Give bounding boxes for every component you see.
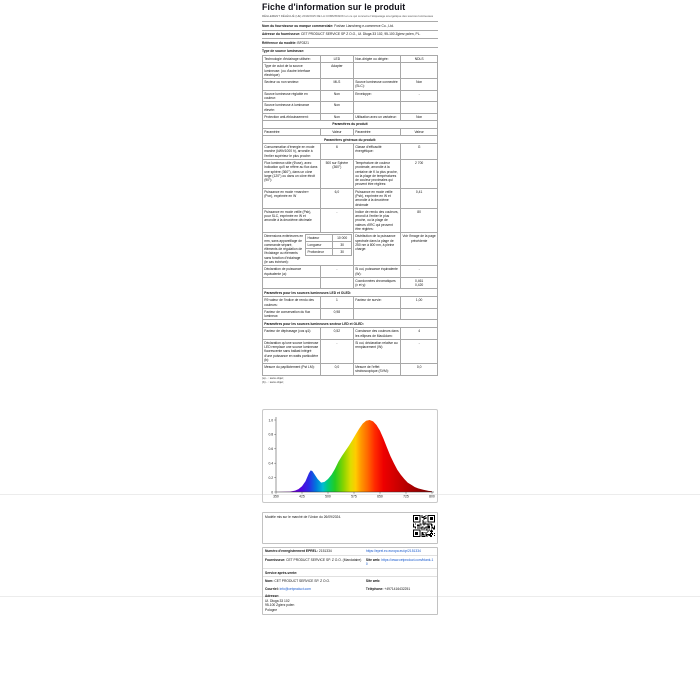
value-cell: Non [401, 79, 438, 91]
value-cell: 6,0 [320, 188, 353, 208]
website-label: Site web: [365, 557, 381, 562]
spectral-power-chart [262, 409, 438, 503]
svg-text:1.0: 1.0 [268, 418, 274, 423]
website-cell [364, 556, 437, 569]
band-general-parameters [263, 136, 438, 144]
service-website-label: Site web: [365, 579, 381, 584]
band-label: Paramètres pour les sources lumineuses secteur LED et OLED: [263, 320, 438, 328]
dimensions-sub-table [305, 234, 351, 256]
param-cell [354, 63, 401, 79]
value-cell: Non [401, 113, 438, 120]
value-cell: NDLS [401, 56, 438, 63]
supplier-address-row [262, 30, 438, 38]
value-cell: - [320, 208, 353, 232]
param-cell: Coordonnées chromatiques (x et y): [354, 277, 401, 289]
band-mains-led-parameters [263, 320, 438, 328]
value-cell: 1 [320, 297, 353, 309]
svg-text:0: 0 [271, 490, 274, 495]
phone-label: Téléphone: [365, 586, 384, 591]
band-label: Paramètres du produit [263, 121, 438, 129]
param-cell: Si oui, puissance équivalente (W): [354, 266, 401, 278]
after-sales-heading [263, 569, 437, 577]
after-sales-heading-label: Service après-vente: [265, 570, 298, 575]
value-cell: Adapter [320, 63, 353, 79]
email-label: Courriel: [265, 586, 279, 591]
svg-text:725: 725 [403, 494, 409, 499]
phone-value: +4971416432251 [384, 586, 411, 591]
market-placement-text: Modèle mis sur le marché de l'Union du 26/09/2024. [265, 515, 342, 520]
value-cell: 0,98 [320, 308, 353, 320]
table-row [263, 90, 438, 102]
table-row-dimensions [263, 233, 438, 266]
band-label: Paramètres généraux du produit: [263, 136, 438, 144]
value-cell: 0,52 [320, 328, 353, 340]
table-row [263, 144, 438, 160]
service-name-cell [263, 577, 364, 584]
email-link[interactable]: info@cetproduct.com [279, 586, 311, 591]
param-cell: Secteur ou non secteur: [263, 79, 321, 91]
supplier-cell [263, 556, 364, 569]
dim-value: 10 000 [333, 235, 351, 242]
model-reference-value: BF0321 [297, 40, 309, 45]
chroma-y: 0,420 [414, 283, 424, 288]
band-label: Paramètres pour les sources lumineuses LED et OLED: [263, 289, 438, 297]
dim-value: 30 [333, 242, 351, 249]
footnote-b: (b) - : sans objet; [262, 380, 284, 385]
svg-text:0.2: 0.2 [268, 475, 274, 480]
supplier-name-label: Nom du fournisseur ou marque commerciale: [262, 23, 334, 28]
table-row [263, 160, 438, 189]
svg-text:575: 575 [351, 494, 357, 499]
registration-section [262, 547, 438, 615]
param-cell: Puissance en mode veille (Psb), exprimée en W et arrondie à la deuxième décimale [354, 188, 401, 208]
eprel-number-label: Numéro d'enregistrement EPREL: [265, 549, 318, 554]
chroma-x: 0,461 [414, 278, 424, 283]
param-cell: Utilisation avec un variateur: [354, 113, 401, 120]
dim-value: 30 [333, 249, 351, 256]
value-cell [401, 102, 438, 114]
value-cell: - [401, 339, 438, 363]
supplier-name-row [262, 21, 438, 29]
type-heading: Type de source lumineuse: [262, 49, 305, 54]
table-row [263, 208, 438, 232]
column-header: Valeur [401, 129, 438, 136]
value-cell: 2 700 [401, 160, 438, 189]
type-heading-row [262, 47, 438, 55]
eprel-link[interactable]: https://eprel.ec.europa.eu/qr/2151334 [365, 549, 421, 554]
table-row [263, 63, 438, 79]
table-row [263, 364, 438, 376]
supplier-address-value: CET PRODUCT SERVICE SP Z O.O., Ul. Długa 33 102, 95-100 Zgierz polen, PL. [301, 32, 421, 37]
dimensions-cell [263, 233, 354, 266]
value-cell: - [401, 90, 438, 102]
param-cell [354, 308, 401, 320]
document-column [262, 0, 438, 615]
table-row-chromaticity [263, 277, 438, 289]
table-row [263, 56, 438, 63]
value-cell: Non [320, 113, 353, 120]
value-cell: - [320, 339, 353, 363]
svg-text:350: 350 [273, 494, 279, 499]
page-title: Fiche d'information sur le produit [262, 2, 406, 12]
parameters-table [262, 55, 438, 376]
value-cell: 0,41 [401, 188, 438, 208]
value-cell: MLS [320, 79, 353, 91]
value-cell [320, 277, 353, 289]
param-cell [354, 102, 401, 114]
service-name-value: CET PRODUCT SERVICE SP. Z O.O. [274, 579, 330, 584]
param-cell: Déclaration qu'une source lumineuse LED remplace une source lumineuse fluorescente sans ballast intégré d'une puissance en watts particulière (b): [264, 340, 319, 362]
table-row [263, 79, 438, 91]
eprel-link-cell [364, 548, 437, 556]
service-name-label: Nom: [265, 579, 274, 584]
supplier-value: CET PRODUCT SERVICE SP. Z O.O. (Mandataire) [286, 557, 362, 562]
address-line: Pologne [265, 608, 278, 613]
param-cell: Source lumineuse connectée (SLC): [354, 79, 401, 91]
value-cell: 80 [401, 208, 438, 232]
param-cell: Puissance en mode «marche» (Pon), exprimée en W [263, 188, 321, 208]
table-row [263, 328, 438, 340]
band-product-parameters [263, 121, 438, 129]
table-row [263, 308, 438, 320]
param-cell: Facteur de conservation du flux lumineux: [263, 308, 321, 320]
table-row [263, 297, 438, 309]
param-cell: Température de couleur proximale, arrondie à la centaine de K la plus proche, ou la plage de températures de couleur proximales qui peuvent être réglées: [354, 160, 401, 189]
svg-text:0.6: 0.6 [268, 446, 274, 451]
param-cell: Constance des couleurs dans les ellipses de MacAdam: [354, 328, 401, 340]
band-led-parameters [263, 289, 438, 297]
value-cell: Non [320, 90, 353, 102]
chromaticity-values [401, 277, 438, 289]
table-row [263, 266, 438, 278]
value-cell [401, 63, 438, 79]
phone-cell [364, 585, 437, 592]
address-block [263, 592, 437, 613]
value-cell: 1,00 [401, 297, 438, 309]
value-cell: 4 [401, 328, 438, 340]
value-cell: - [401, 266, 438, 278]
param-cell: Facteur de survie: [354, 297, 401, 309]
param-cell: Enveloppe: [354, 90, 401, 102]
service-website-cell [364, 577, 437, 584]
svg-text:800: 800 [429, 494, 435, 499]
svg-text:425: 425 [299, 494, 305, 499]
value-cell: - [320, 266, 353, 278]
svg-text:0.4: 0.4 [268, 461, 274, 466]
footnote-a: (a) - : sans objet; [262, 376, 284, 381]
address-heading: Adresse: [265, 594, 280, 598]
supplier-name-value: Foshan Liansheng e-commerce Co., Ltd. [334, 23, 394, 28]
param-cell: Puissance en mode veille (Psb), pour SLC, exprimée en W et arrondie à la deuxième décimale [263, 208, 321, 232]
regulation-subtitle: RÈGLEMENT DÉLÉGUÉ (UE) 2019/2015 DE LA COMMISSION en ce qui concerne l'étiquetage énergétique des sources lumineuses [262, 13, 434, 18]
dim-label: Hauteur [306, 235, 333, 242]
param-cell: Classe d'efficacité énergétique: [354, 144, 401, 160]
param-cell: Flux lumineux utile (Φuse), avec indication qu'il se réfère au flux dans une sphère (360°), dans un cône large (120°) ou dans un cône étroit (90°): [263, 160, 321, 189]
param-cell: Facteur de déphasage (cos φ1): [263, 328, 321, 340]
column-header: Paramètre [354, 129, 401, 136]
param-cell: Distribution de la puissance spectrale dans la plage de 250 nm à 800 nm, à pleine charge: [354, 233, 401, 266]
param-cell: Consommation d'énergie en mode marche (kWh/1000 h), arrondie à l'entier supérieur le plus proche: [263, 144, 321, 160]
supplier-address-label: Adresse du fournisseur: [262, 32, 301, 37]
param-cell: Déclaration de puissance équivalente (a): [263, 266, 321, 278]
table-row [263, 113, 438, 120]
value-cell: 0,0 [401, 364, 438, 376]
param-cell: Si oui, déclaration relative au remplacement (W): [354, 339, 401, 363]
column-header-row [263, 129, 438, 136]
param-cell: Indice de rendu des couleurs, arrondi à l'entier le plus proche, ou la plage de valeurs d'IRC qui peuvent être réglées: [354, 208, 401, 232]
param-cell: Technologie d'éclairage utilisée: [263, 56, 321, 63]
qr-code [413, 515, 435, 537]
value-cell: G [401, 144, 438, 160]
table-row [263, 102, 438, 114]
column-header: Valeur [320, 129, 353, 136]
param-cell: Type de culot de la source lumineuse: (ou d'autre interface électrique) [263, 63, 321, 79]
footnotes [262, 377, 438, 385]
param-cell: Mesure du papillotement (Pst LM): [263, 364, 321, 376]
param-cell: Non-dirigée ou dirigée: [354, 56, 401, 63]
param-cell: R9 valeur de l'indice de rendu des couleurs: [263, 297, 321, 309]
value-cell: 0,0 [320, 364, 353, 376]
svg-text:500: 500 [325, 494, 331, 499]
value-cell [401, 308, 438, 320]
value-cell: Non [320, 102, 353, 114]
website-link[interactable]: https://www.cetproduct.com/blank-10 [365, 557, 434, 567]
value-cell: 6 [320, 144, 353, 160]
value-cell: 500 sur Sphère (360°) [320, 160, 353, 189]
dimensions-label: Dimensions extérieures en mm, sans appareillage de commande séparé, éléments de régulation de l'éclairage ou éléments sans fonction d'éclairage (le cas échéant): [264, 234, 304, 264]
param-cell: Mesure de l'effet stroboscopique (SVM): [354, 364, 401, 376]
param-cell: Protection anti-éblouissement: [263, 113, 321, 120]
value-cell: LED [320, 56, 353, 63]
address-line: Ul. Długa 33 102 [265, 598, 290, 603]
svg-text:0.8: 0.8 [268, 432, 274, 437]
eprel-number [263, 548, 364, 556]
table-row [263, 188, 438, 208]
address-line: 95-100 Zgierz polen [265, 603, 295, 608]
supplier-label: Fournisseur: [265, 557, 286, 562]
param-cell [263, 277, 321, 289]
param-cell: Source lumineuse réglable en couleur: [263, 90, 321, 102]
spd-chart-svg [263, 413, 439, 501]
market-placement-section [262, 512, 438, 544]
column-header: Paramètre [263, 129, 321, 136]
model-reference-label: Référence du modèle: [262, 40, 297, 45]
value-cell: Voir l'image de la page précédente [401, 233, 438, 266]
param-cell: Source lumineuse à luminance élevée: [263, 102, 321, 114]
eprel-number-value: 2151334 [318, 549, 332, 554]
table-row [263, 339, 438, 363]
dim-label: Longueur [306, 242, 333, 249]
email-cell [263, 585, 364, 592]
dim-label: Profondeur [306, 249, 333, 256]
model-reference-row [262, 38, 438, 46]
svg-text:650: 650 [377, 494, 383, 499]
